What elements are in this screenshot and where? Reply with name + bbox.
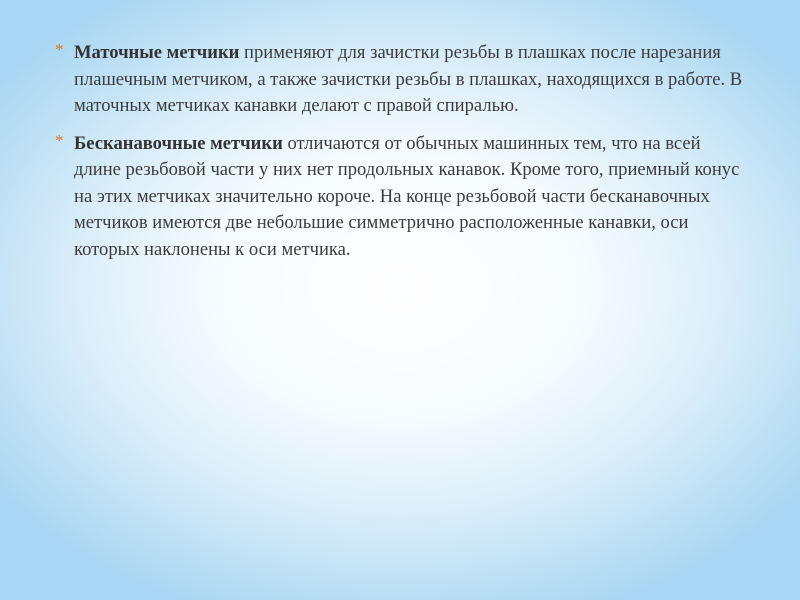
- bullet-term: Бесканавочные метчики: [74, 132, 283, 154]
- bullet-item: [55, 131, 745, 264]
- bullet-item: [55, 40, 745, 120]
- asterisk-bullet-icon: *: [55, 40, 64, 59]
- bullet-term: Маточные метчики: [74, 42, 240, 63]
- bullet-text: применяют для зачистки резьбы в плашках после нарезания плашечным метчиком, а также зачистки резьбы в плашках, находящихся в работе. В маточных метчиках канавки делают с правой спиралью.: [74, 42, 743, 116]
- bullet-text: отличаются от обычных машинных тем, что на всей длине резьбовой части у них нет продольных канавок. Кроме того, приемный конус на этих метчиках значительно короче. На конце резьбовой части бесканавочных метчиков имеются две небольшие симметрично расположенные канавки, оси которых наклонены к оси метчика.: [74, 132, 740, 260]
- slide-body: [55, 40, 745, 274]
- asterisk-bullet-icon: *: [55, 130, 64, 150]
